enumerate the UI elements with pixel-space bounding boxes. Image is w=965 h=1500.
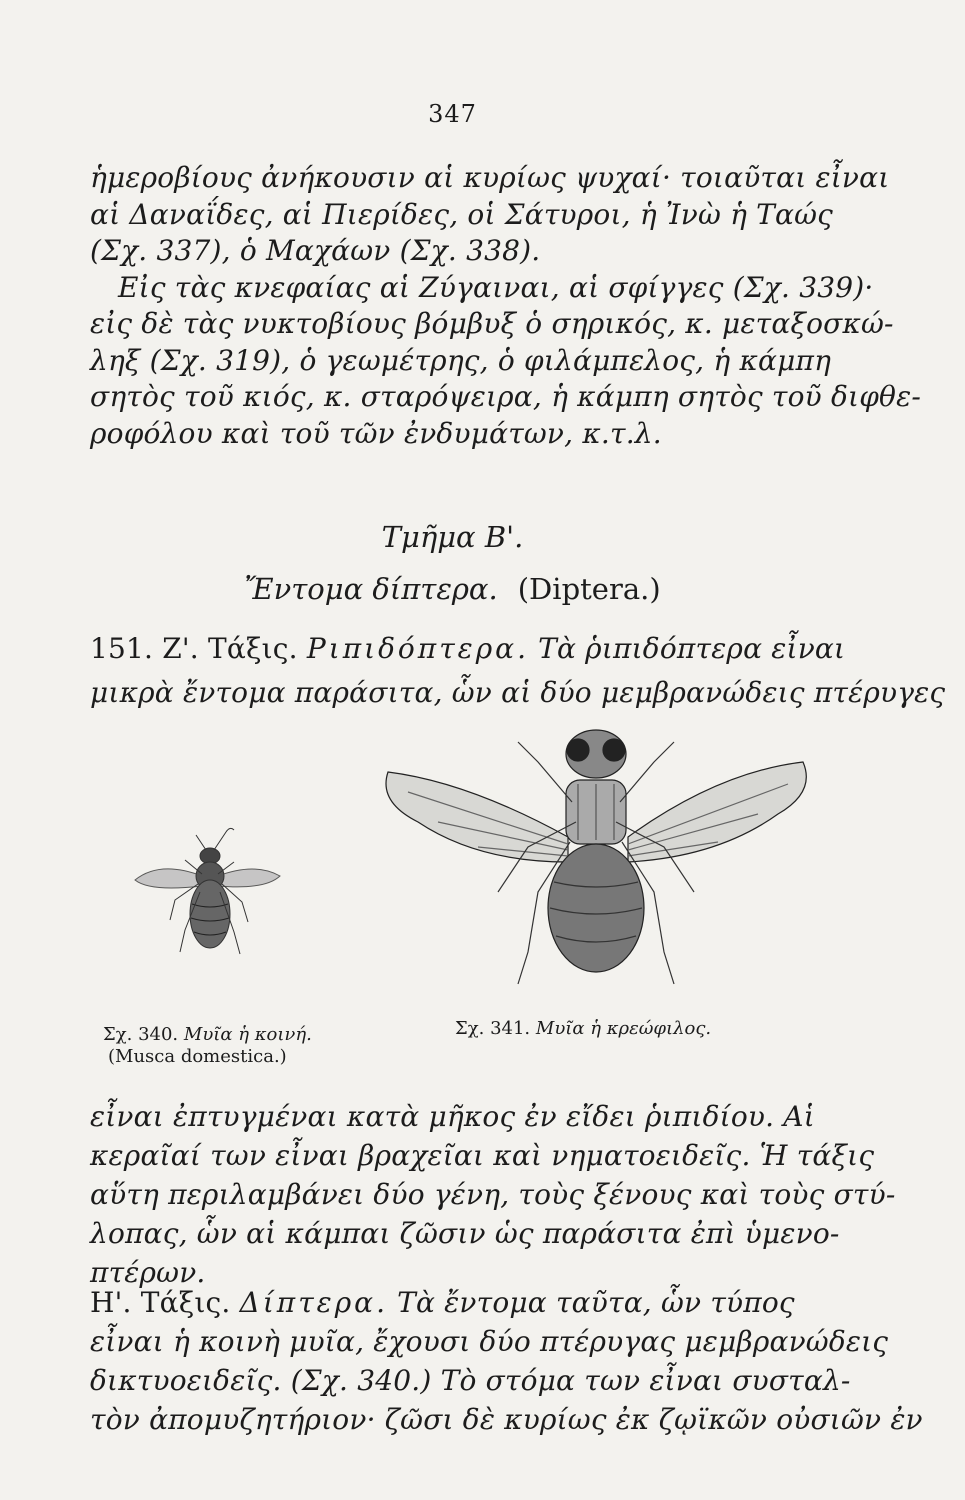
page-number: 347 xyxy=(428,100,477,128)
figure-caption-340 xyxy=(103,1024,312,1045)
subheading xyxy=(0,572,905,606)
caption-number: Σχ. 340. xyxy=(103,1024,179,1045)
text-line: δικτυοειδεῖς. (Σχ. 340.) Τὸ στόμα των εἶναι συσταλ- xyxy=(90,1364,851,1397)
paragraph-diptera xyxy=(90,1283,923,1439)
paragraph-strepsiptera xyxy=(90,627,946,715)
order-number: Η'. Τάξις. xyxy=(90,1286,231,1319)
text-line: πτέρων. xyxy=(90,1256,206,1289)
caption-number: Σχ. 341. xyxy=(455,1018,531,1039)
text-line: κεραῖαί των εἶναι βραχεῖαι καὶ νηματοειδεῖς. Ἡ τάξις xyxy=(90,1139,875,1172)
text-line: λοπας, ὧν αἱ κάμπαι ζῶσιν ὡς παράσιτα ἐπὶ ὑμενο- xyxy=(90,1217,840,1250)
section-heading: Τμῆμα Β'. xyxy=(381,520,524,554)
paragraph-strepsiptera-cont xyxy=(90,1097,896,1292)
order-name: Δίπτερα. xyxy=(239,1286,388,1319)
text-line: σητὸς τοῦ κιός, κ. σταρόψειρα, ἡ κάμπη σητὸς τοῦ διφθε- xyxy=(90,380,921,413)
text-line: Εἰς τὰς κνεφαίας αἱ Ζύγαιναι, αἱ σφίγγες (Σχ. 339)· xyxy=(118,270,874,304)
text-line: αἱ Δαναΐδες, αἱ Πιερίδες, οἱ Σάτυροι, ἡ Ἰνὼ ἡ Ταώς xyxy=(90,197,834,231)
text-line: (Σχ. 337), ὁ Μαχάων (Σχ. 338). xyxy=(90,234,541,267)
order-number: 151. Ζ'. Τάξις. xyxy=(90,632,298,665)
text-line: εἶναι ἡ κοινὴ μυῖα, ἔχουσι δύο πτέρυγας μεμβρανώδεις xyxy=(90,1325,889,1358)
text-line: αὕτη περιλαμβάνει δύο γένη, τοὺς ξένους καὶ τοὺς στύ- xyxy=(90,1178,896,1211)
text-fragment: Τὰ ἔντομα ταῦτα, ὧν τύπος xyxy=(397,1286,795,1319)
figure-caption-340-latin: (Musca domestica.) xyxy=(108,1046,287,1067)
caption-name: Μυῖα ἡ κρεώφιλος. xyxy=(535,1018,712,1039)
subheading-latin: (Diptera.) xyxy=(517,572,661,606)
text-fragment: Τὰ ῥιπιδόπτερα εἶναι xyxy=(538,632,846,665)
figure-caption-341 xyxy=(455,1018,711,1039)
text-line: ληξ (Σχ. 319), ὁ γεωμέτρης, ὁ φιλάμπελος, ἡ κάμπη xyxy=(90,343,832,377)
order-name: Ριπιδόπτερα. xyxy=(306,632,529,665)
paragraph-butterflies xyxy=(90,160,921,452)
caption-name: Μυῖα ἡ κοινή. xyxy=(183,1024,312,1045)
text-line: τὸν ἀπομυζητήριον· ζῶσι δὲ κυρίως ἐκ ζῳϊκῶν οὐσιῶν ἐν xyxy=(90,1403,923,1436)
text-line: εἶναι ἐπτυγμέναι κατὰ μῆκος ἐν εἴδει ῥιπιδίου. Αἱ xyxy=(90,1100,815,1133)
housefly-illustration xyxy=(130,810,290,970)
text-line: μικρὰ ἔντομα παράσιτα, ὧν αἱ δύο μεμβρανώδεις πτέρυγες xyxy=(90,676,946,709)
subheading-greek: Ἔντομα δίπτερα. xyxy=(244,572,498,606)
blowfly-illustration xyxy=(378,722,818,1012)
text-line: εἰς δὲ τὰς νυκτοβίους βόμβυξ ὁ σηρικός, κ. μεταξοσκώ- xyxy=(90,307,894,340)
text-line: ἡμεροβίους ἀνήκουσιν αἱ κυρίως ψυχαί· τοιαῦται εἶναι xyxy=(90,161,890,194)
text-line: ροφόλου καὶ τοῦ τῶν ἐνδυμάτων, κ.τ.λ. xyxy=(90,416,662,450)
